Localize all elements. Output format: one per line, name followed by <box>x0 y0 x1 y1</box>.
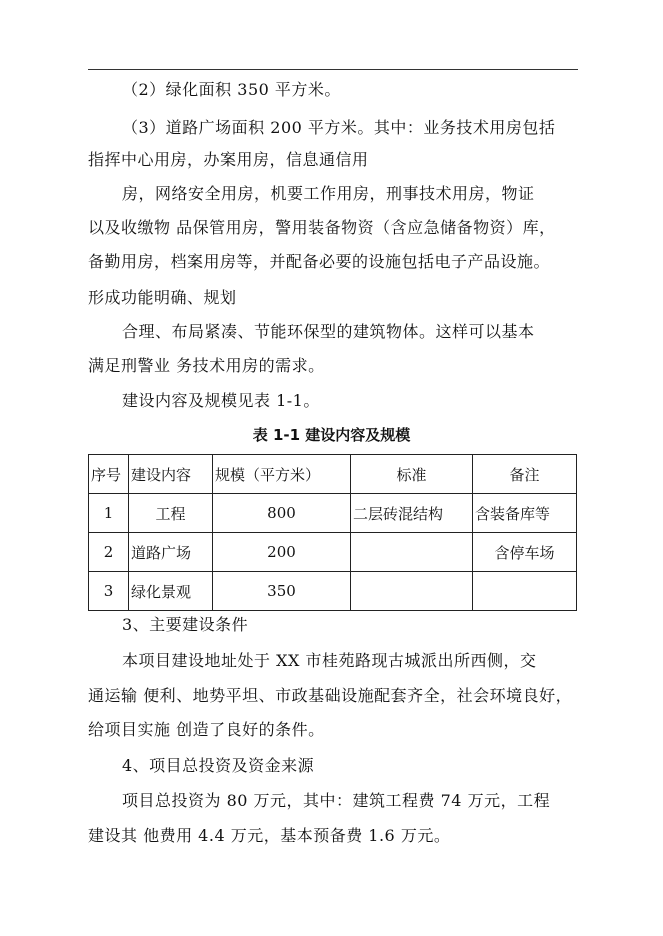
paragraph-line-7: 形成功能明确、规划 <box>88 288 237 307</box>
cell-content: 工程 <box>129 494 213 533</box>
cell-scale: 800 <box>213 494 351 533</box>
section-heading-conditions: 3、主要建设条件 <box>122 615 249 634</box>
cell-index: 1 <box>89 494 129 533</box>
cell-remark: 含停车场 <box>473 533 577 572</box>
table-row <box>89 572 577 611</box>
section-heading-investment: 4、项目总投资及资金来源 <box>122 756 315 775</box>
header-remark: 备注 <box>473 455 577 494</box>
paragraph-line-8: 合理、布局紧凑、节能环保型的建筑物体。这样可以基本 <box>122 322 535 341</box>
paragraph-line-5: 以及收缴物 品保管用房，警用装备物资（含应急储备物资）库， <box>88 218 556 237</box>
cell-index: 2 <box>89 533 129 572</box>
paragraph-line-6: 备勤用房，档案用房等，并配备必要的设施包括电子产品设施。 <box>88 252 551 271</box>
cell-scale: 200 <box>213 533 351 572</box>
paragraph-line-4: 房，网络安全用房，机要工作用房，刑事技术用房，物证 <box>122 184 535 203</box>
cell-standard <box>351 533 473 572</box>
cell-standard <box>351 572 473 611</box>
paragraph-conditions-3: 给项目实施 创造了良好的条件。 <box>88 720 325 739</box>
paragraph-line-3: 指挥中心用房，办案用房，信息通信用 <box>88 150 369 169</box>
table-row <box>89 533 577 572</box>
scale-table <box>88 454 577 611</box>
cell-content: 绿化景观 <box>129 572 213 611</box>
paragraph-line-1: （2）绿化面积 350 平方米。 <box>122 80 341 99</box>
paragraph-line-9: 满足刑警业 务技术用房的需求。 <box>88 356 325 375</box>
table-caption: 表 1-1 建设内容及规模 <box>252 426 411 444</box>
cell-standard: 二层砖混结构 <box>351 494 473 533</box>
cell-remark <box>473 572 577 611</box>
paragraph-investment-2: 建设其 他费用 4.4 万元，基本预备费 1.6 万元。 <box>88 826 451 845</box>
cell-scale: 350 <box>213 572 351 611</box>
header-scale: 规模（平方米） <box>213 455 351 494</box>
cell-remark: 含装备库等 <box>473 494 577 533</box>
paragraph-line-10: 建设内容及规模见表 1-1。 <box>122 391 320 410</box>
paragraph-conditions-2: 通运输 便利、地势平坦、市政基础设施配套齐全，社会环境良好， <box>88 686 573 705</box>
header-index: 序号 <box>89 455 129 494</box>
table-row <box>89 494 577 533</box>
cell-content: 道路广场 <box>129 533 213 572</box>
header-content: 建设内容 <box>129 455 213 494</box>
cell-index: 3 <box>89 572 129 611</box>
header-standard: 标准 <box>351 455 473 494</box>
paragraph-conditions-1: 本项目建设地址处于 XX 市桂苑路现古城派出所西侧，交 <box>122 651 537 670</box>
header-rule <box>88 69 578 70</box>
paragraph-investment-1: 项目总投资为 80 万元，其中：建筑工程费 74 万元，工程 <box>122 791 551 810</box>
table-header-row <box>89 455 577 494</box>
paragraph-line-2: （3）道路广场面积 200 平方米。其中：业务技术用房包括 <box>122 118 556 137</box>
